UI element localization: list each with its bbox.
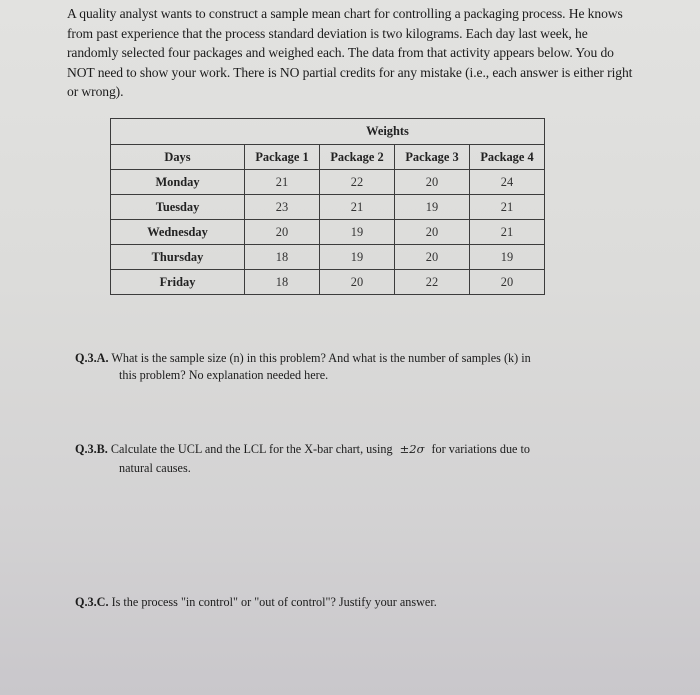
column-header-package-4: Package 4 <box>470 145 545 170</box>
weight-cell: 19 <box>320 220 395 245</box>
weight-cell: 20 <box>320 270 395 295</box>
question-text-line-1: What is the sample size (n) in this problem? And what is the number of samples (k) in <box>111 351 531 365</box>
day-cell: Tuesday <box>111 195 245 220</box>
column-header-days: Days <box>111 145 245 170</box>
question-number: Q.3.A. <box>75 351 109 365</box>
weight-cell: 24 <box>470 170 545 195</box>
weight-cell: 18 <box>245 245 320 270</box>
weight-cell: 21 <box>320 195 395 220</box>
weight-cell: 20 <box>245 220 320 245</box>
table-row <box>111 270 545 295</box>
day-cell: Wednesday <box>111 220 245 245</box>
table-row <box>111 195 545 220</box>
weight-cell: 20 <box>395 245 470 270</box>
day-cell: Friday <box>111 270 245 295</box>
question-text: Is the process "in control" or "out of control"? Justify your answer. <box>111 595 437 609</box>
question-3a <box>75 350 635 384</box>
weight-cell: 21 <box>470 220 545 245</box>
weights-table <box>110 118 545 295</box>
question-3b <box>75 440 635 478</box>
table-row <box>111 245 545 270</box>
problem-statement: A quality analyst wants to construct a sample mean chart for controlling a packaging process. He knows from past experience that the process standard deviation is two kilograms. Each day last week, he randomly selected four packages and weighed each. The data from that activity appears below. You do NOT need to show your work. There is NO partial credits for any mistake (i.e., each answer is either right or wrong). <box>67 6 633 99</box>
question-number: Q.3.C. <box>75 595 109 609</box>
question-text-line-1-pre: Calculate the UCL and the LCL for the X-bar chart, using <box>110 442 393 456</box>
table-row <box>111 220 545 245</box>
table-group-header-row <box>111 119 545 145</box>
table-row <box>111 170 545 195</box>
weight-cell: 22 <box>395 270 470 295</box>
weight-cell: 19 <box>470 245 545 270</box>
question-text-line-2: this problem? No explanation needed here. <box>119 368 329 382</box>
weight-cell: 19 <box>320 245 395 270</box>
weight-cell: 20 <box>470 270 545 295</box>
weight-cell: 22 <box>320 170 395 195</box>
weight-cell: 21 <box>470 195 545 220</box>
column-header-package-3: Package 3 <box>395 145 470 170</box>
sigma-expression: ±2σ <box>399 442 425 456</box>
question-text-line-1-post: for variations due to <box>431 442 530 456</box>
question-text-line-2: natural causes. <box>119 461 191 475</box>
column-header-package-2: Package 2 <box>320 145 395 170</box>
weight-cell: 18 <box>245 270 320 295</box>
question-3c <box>75 594 635 611</box>
table-header-row <box>111 145 545 170</box>
weight-cell: 20 <box>395 220 470 245</box>
day-cell: Monday <box>111 170 245 195</box>
column-header-package-1: Package 1 <box>245 145 320 170</box>
weight-cell: 20 <box>395 170 470 195</box>
question-number: Q.3.B. <box>75 442 108 456</box>
weights-group-header: Weights <box>111 119 545 145</box>
weight-cell: 21 <box>245 170 320 195</box>
day-cell: Thursday <box>111 245 245 270</box>
weight-cell: 19 <box>395 195 470 220</box>
weight-cell: 23 <box>245 195 320 220</box>
